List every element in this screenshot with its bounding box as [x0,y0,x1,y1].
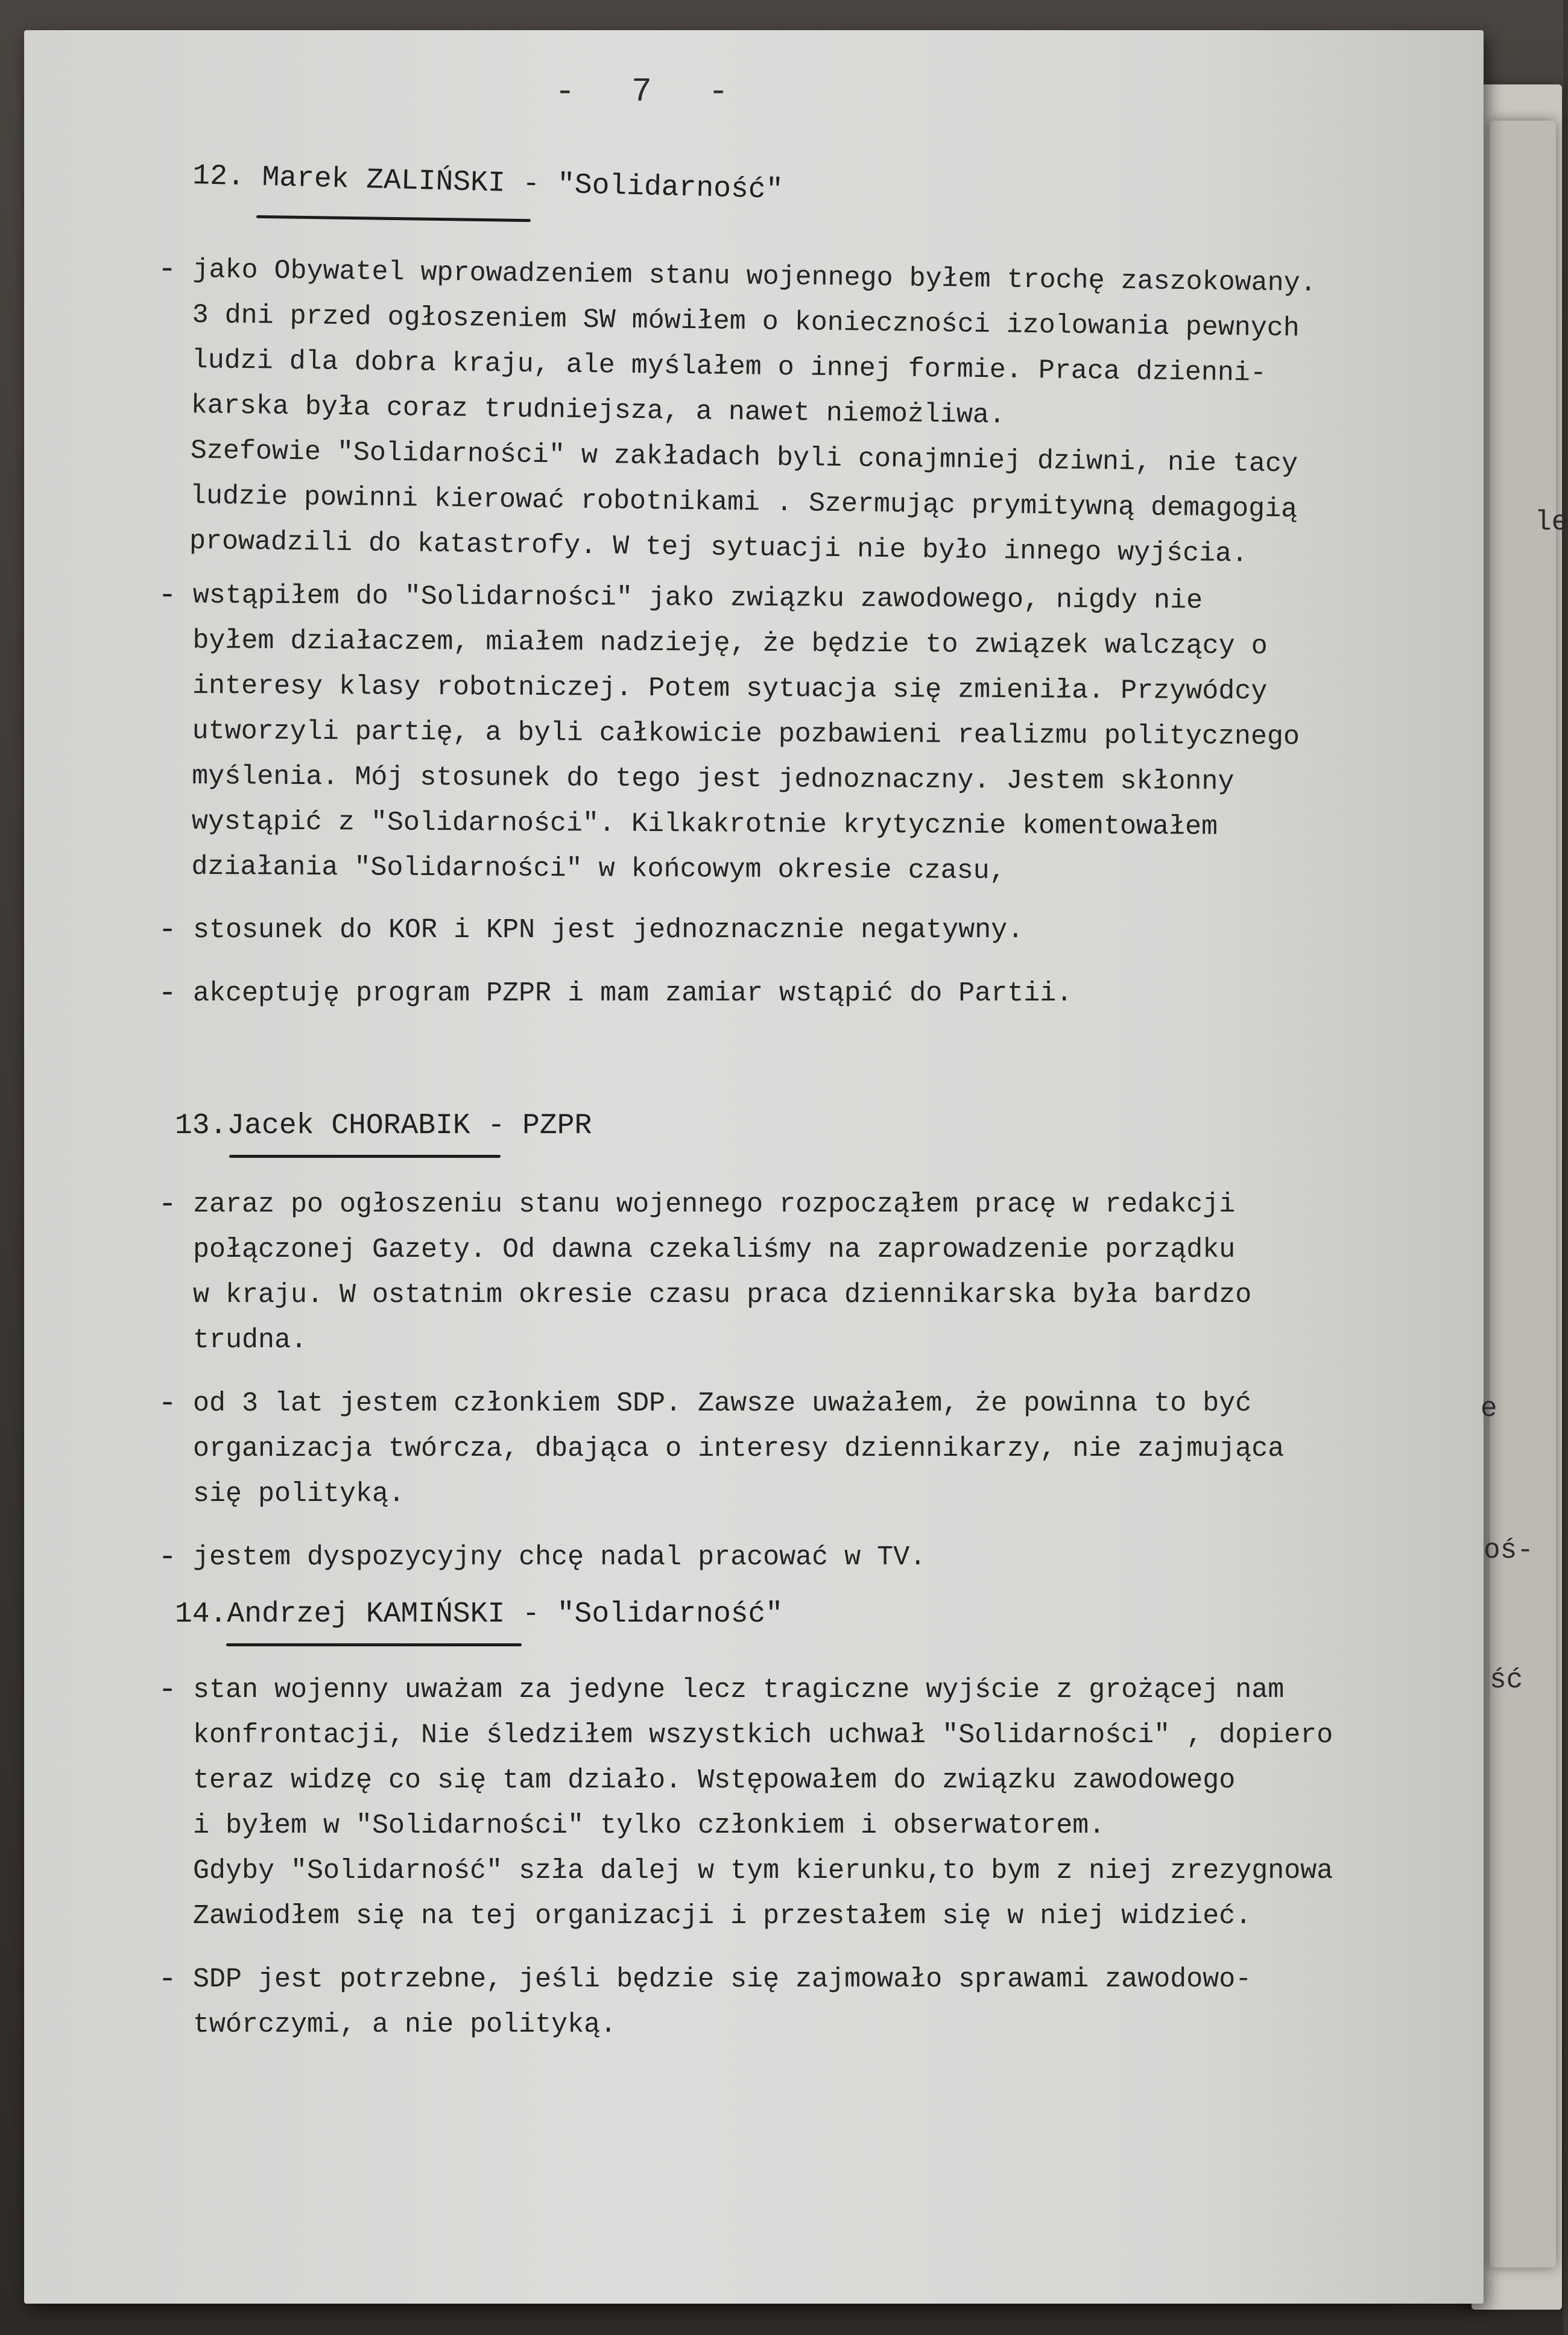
text-line: działania "Solidarności" w końcowym okresie czasu, [191,851,1006,887]
bullet-dash: - [158,1187,177,1222]
bullet-dash: - [158,976,177,1011]
text-line: zaraz po ogłoszeniu stanu wojennego rozpocząłem pracę w redakcji [193,1189,1236,1220]
section-title-12: 12. Marek ZALIŃSKI - "Solidarność" [192,160,784,207]
paragraph-13-2 [158,1381,1490,1517]
text-line: karska była coraz trudniejsza, a nawet niemożliwa. [191,390,1006,431]
edge-fragment: oś- [1484,1535,1534,1566]
text-line: konfrontacji, Nie śledziłem wszystkich uchwał "Solidarności" , dopiero [193,1720,1333,1751]
bullet-dash: - [158,1386,177,1421]
bullet-dash: - [157,251,177,288]
bullet-dash: - [158,912,177,948]
paragraph-13-3 [158,1535,1490,1580]
text-line: organizacja twórcza, dbająca o interesy dziennikarzy, nie zajmująca [193,1433,1285,1464]
text-line: utworzyli partię, a byli całkowicie pozbawieni realizmu politycznego [192,715,1300,753]
paragraph-12-4 [158,971,1490,1016]
text-line: wstąpiłem do "Solidarności" jako związku zawodowego, nigdy nie [192,580,1203,616]
bullet-dash: - [158,1672,177,1708]
text-line: połączonej Gazety. Od dawna czekaliśmy na zaprowadzenie porządku [193,1234,1236,1265]
paragraph-12-3 [158,908,1490,953]
text-line: interesy klasy robotniczej. Potem sytuacja się zmieniła. Przywódcy [192,670,1268,707]
text-line: trudna. [193,1325,308,1356]
bullet-dash: - [158,1962,177,1997]
text-line: ludzi dla dobra kraju, ale myślałem o innej formie. Praca dzienni- [191,344,1267,389]
section-title-13: 13.Jacek CHORABIK - PZPR [175,1110,592,1142]
text-line: akceptuję program PZPR i mam zamiar wstąpić do Partii. [193,978,1073,1009]
paragraph-12-2 [157,573,1490,896]
bullet-dash: - [157,577,177,613]
paragraph-14-1 [158,1667,1490,1939]
paragraph-13-1 [158,1182,1490,1363]
section-underline-14 [226,1643,522,1646]
text-line: 3 dni przed ogłoszeniem SW mówiłem o konieczności izolowania pewnych [192,299,1300,344]
edge-fragment: le [1535,507,1568,538]
text-line: Zawiodłem się na tej organizacji i przestałem się w niej widzieć. [193,1901,1252,1932]
text-line: w kraju. W ostatnim okresie czasu praca dziennikarska była bardzo [193,1280,1252,1310]
text-line: SDP jest potrzebne, jeśli będzie się zajmowało sprawami zawodowo- [193,1964,1252,1995]
page-number: - 7 - [555,72,747,111]
text-line: prowadzili do katastrofy. W tej sytuacji nie było innego wyjścia. [189,525,1248,570]
text-line: teraz widzę co się tam działo. Wstępowałem do związku zawodowego [193,1765,1236,1796]
text-line: jestem dyspozycyjny chcę nadal pracować w TV. [193,1542,926,1573]
text-line: się polityką. [193,1479,405,1509]
section-underline-13 [229,1155,501,1158]
edge-fragment: ść [1490,1664,1523,1696]
bullet-dash: - [158,1540,177,1575]
text-line: stan wojenny uważam za jedyne lecz tragiczne wyjście z grożącej nam [193,1675,1285,1705]
text-line: wystąpić z "Solidarności". Kilkakrotnie krytycznie komentowałem [191,806,1218,842]
text-line: twórczymi, a nie polityką. [193,2009,617,2040]
text-line: od 3 lat jestem członkiem SDP. Zawsze uważałem, że powinna to być [193,1388,1252,1419]
section-title-14: 14.Andrzej KAMIŃSKI - "Solidarność" [175,1598,783,1631]
text-line: stosunek do KOR i KPN jest jednoznacznie negatywny. [193,915,1024,946]
text-line: ludzie powinni kierować robotnikami . Szermując prymitywną demagogią [189,480,1298,525]
underlying-sheet [1490,121,1556,2267]
text-line: Szefowie "Solidarności" w zakładach byli conajmniej dziwni, nie tacy [190,435,1298,480]
edge-fragment: e [1481,1393,1497,1424]
document-page [24,30,1484,2304]
text-line: jako Obywatel wprowadzeniem stanu wojennego byłem trochę zaszokowany. [192,254,1317,299]
text-line: i byłem w "Solidarności" tylko członkiem i obserwatorem. [193,1810,1105,1841]
paragraph-14-2 [158,1957,1490,2047]
text-line: byłem działaczem, miałem nadzieję, że będzie to związek walczący o [192,625,1268,662]
paragraph-12-1 [157,247,1490,580]
text-line: myślenia. Mój stosunek do tego jest jednoznaczny. Jestem skłonny [192,760,1234,798]
section-underline-12 [256,215,531,222]
text-line: Gdyby "Solidarność" szła dalej w tym kierunku,to bym z niej zrezygnowa [193,1856,1333,1886]
